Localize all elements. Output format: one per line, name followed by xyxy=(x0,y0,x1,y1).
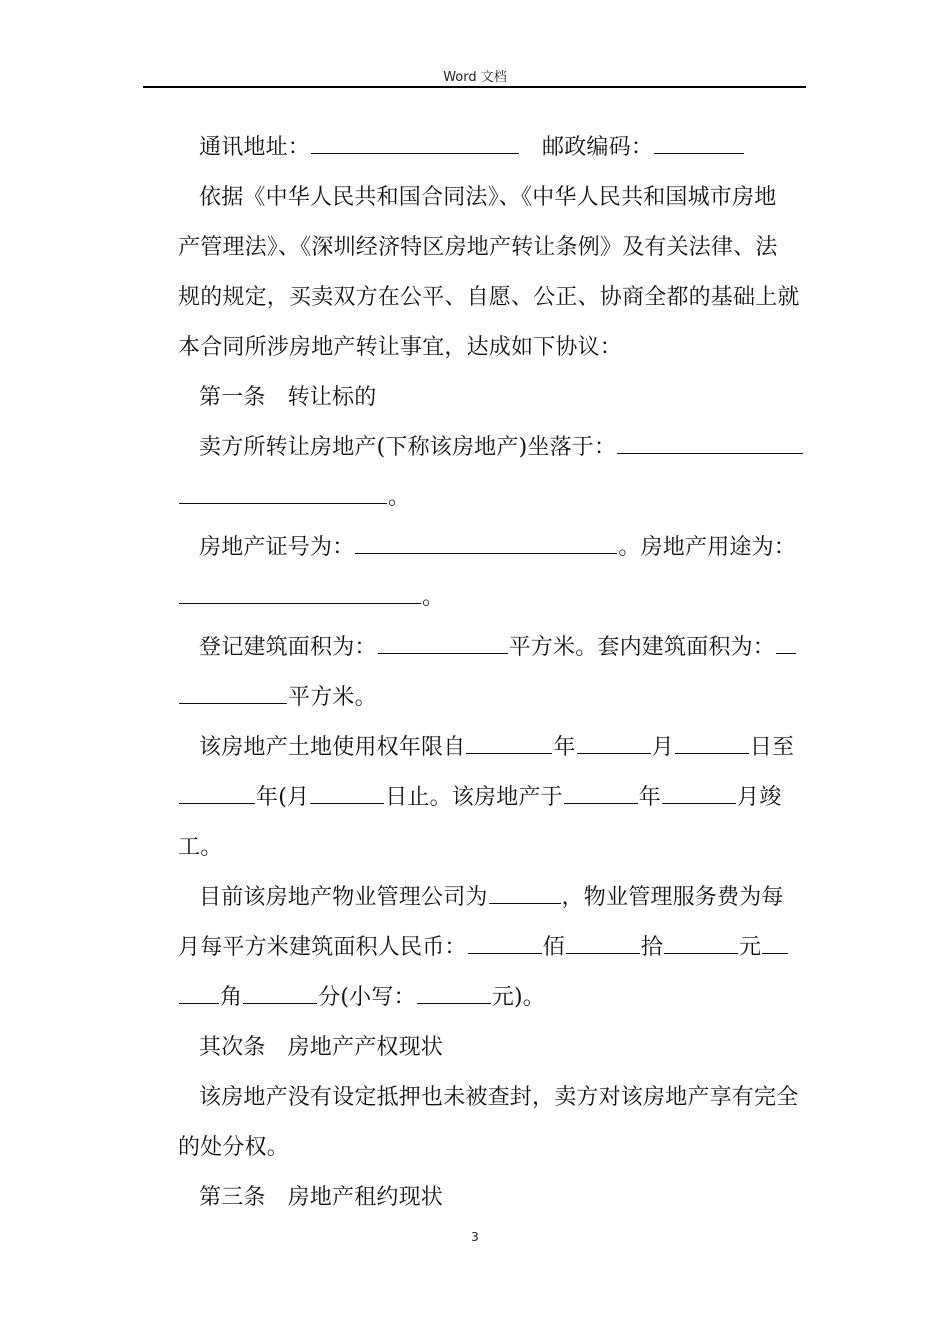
article-heading xyxy=(178,378,804,428)
fee-line xyxy=(178,928,804,978)
term-label: 该房地产土地使用权年限自 xyxy=(199,735,466,760)
area-line xyxy=(178,628,804,678)
completion-year-blank xyxy=(564,779,638,804)
article-title: 转让标的 xyxy=(287,385,377,410)
unit-text: 平方米。 xyxy=(288,685,377,710)
location-line-cont xyxy=(178,478,804,528)
paragraph-line: 该房地产没有设定抵押也未被查封，卖方对该房地产享有完全 xyxy=(199,1085,799,1110)
fee-line-cont xyxy=(178,978,804,1028)
fen-text: 分(小写： xyxy=(318,985,416,1010)
article-number: 第一条 xyxy=(199,385,266,410)
completion-month-text: 月竣 xyxy=(737,785,782,810)
period: 。 xyxy=(388,485,411,510)
completion-month-blank xyxy=(662,779,736,804)
address-blank xyxy=(311,129,519,154)
usage-line-cont xyxy=(178,578,804,628)
amount-text: 元)。 xyxy=(491,985,545,1010)
hundreds-text: 佰 xyxy=(542,935,565,960)
jiao-blank xyxy=(762,929,788,954)
tens-text: 拾 xyxy=(640,935,664,960)
day-blank xyxy=(675,729,749,754)
fee-rmb-label: 月每平方米建筑面积人民币： xyxy=(178,935,467,960)
location-blank-2 xyxy=(179,479,387,504)
tens-blank xyxy=(566,929,640,954)
area-label: 登记建筑面积为： xyxy=(199,635,377,660)
management-label: 目前该房地产物业管理公司为 xyxy=(199,885,488,910)
paragraph-line: 的处分权。 xyxy=(178,1135,290,1160)
certificate-blank xyxy=(355,529,617,554)
location-label: 卖方所转让房地产(下称该房地产)坐落于： xyxy=(199,435,617,460)
jiao-blank-2 xyxy=(179,979,219,1004)
period: 。 xyxy=(422,585,445,610)
location-line xyxy=(178,428,804,478)
postcode-label: 邮政编码： xyxy=(542,135,654,160)
paragraph-line: 产管理法》、《深圳经济特区房地产转让条例》及有关法律、法 xyxy=(178,235,778,260)
jiao-text: 角 xyxy=(220,985,243,1010)
address-line xyxy=(178,128,804,178)
end-day-blank xyxy=(310,779,384,804)
area-line-cont xyxy=(178,678,804,728)
inner-area-blank xyxy=(776,629,796,654)
article-number: 第三条 xyxy=(199,1185,266,1210)
completion-label: 日止。该房地产于 xyxy=(385,785,563,810)
inner-area-blank-2 xyxy=(179,679,287,704)
yuan-blank xyxy=(664,929,738,954)
document-body xyxy=(178,128,804,1228)
fee-label: ，物业管理服务费为每 xyxy=(561,885,784,910)
month-blank xyxy=(577,729,651,754)
header-divider xyxy=(143,86,806,88)
article-heading xyxy=(178,1178,804,1228)
article-heading xyxy=(178,1028,804,1078)
paragraph-line: 规的规定，买卖双方在公平、自愿、公正、协商全都的基础上就 xyxy=(178,285,800,310)
amount-blank xyxy=(417,979,491,1004)
certificate-line xyxy=(178,528,804,578)
certificate-label: 房地产证号为： xyxy=(199,535,355,560)
page-number: 3 xyxy=(471,1230,479,1244)
inner-area-label: 平方米。套内建筑面积为： xyxy=(508,635,776,660)
year-blank xyxy=(466,729,552,754)
paragraph-line: 依据《中华人民共和国合同法》、《中华人民共和国城市房地 xyxy=(199,185,777,210)
address-label: 通讯地址： xyxy=(199,135,311,160)
paragraph-line: 工。 xyxy=(178,835,223,860)
area-blank xyxy=(378,629,508,654)
yuan-text: 元 xyxy=(739,935,762,960)
usage-label: 。房地产用途为： xyxy=(618,535,797,560)
month-text: 月 xyxy=(651,735,674,760)
article-number: 其次条 xyxy=(199,1035,266,1060)
year-text: 年 xyxy=(553,735,576,760)
hundreds-blank xyxy=(468,929,542,954)
location-blank xyxy=(617,429,803,454)
management-line xyxy=(178,878,804,928)
management-blank xyxy=(489,879,561,904)
postcode-blank xyxy=(654,129,744,154)
day-text: 日至 xyxy=(749,735,795,760)
page-header: Word 文档 xyxy=(443,70,507,85)
end-year-blank xyxy=(179,779,255,804)
paragraph-line: 本合同所涉房地产转让事宜，达成如下协议： xyxy=(178,335,623,360)
term-line xyxy=(178,728,804,778)
usage-blank xyxy=(179,579,421,604)
term-line-cont xyxy=(178,778,804,828)
end-year-text: 年(月 xyxy=(256,785,310,810)
completion-year-text: 年 xyxy=(638,785,661,810)
article-title: 房地产租约现状 xyxy=(287,1185,444,1210)
article-title: 房地产产权现状 xyxy=(287,1035,444,1060)
fen-blank xyxy=(243,979,317,1004)
